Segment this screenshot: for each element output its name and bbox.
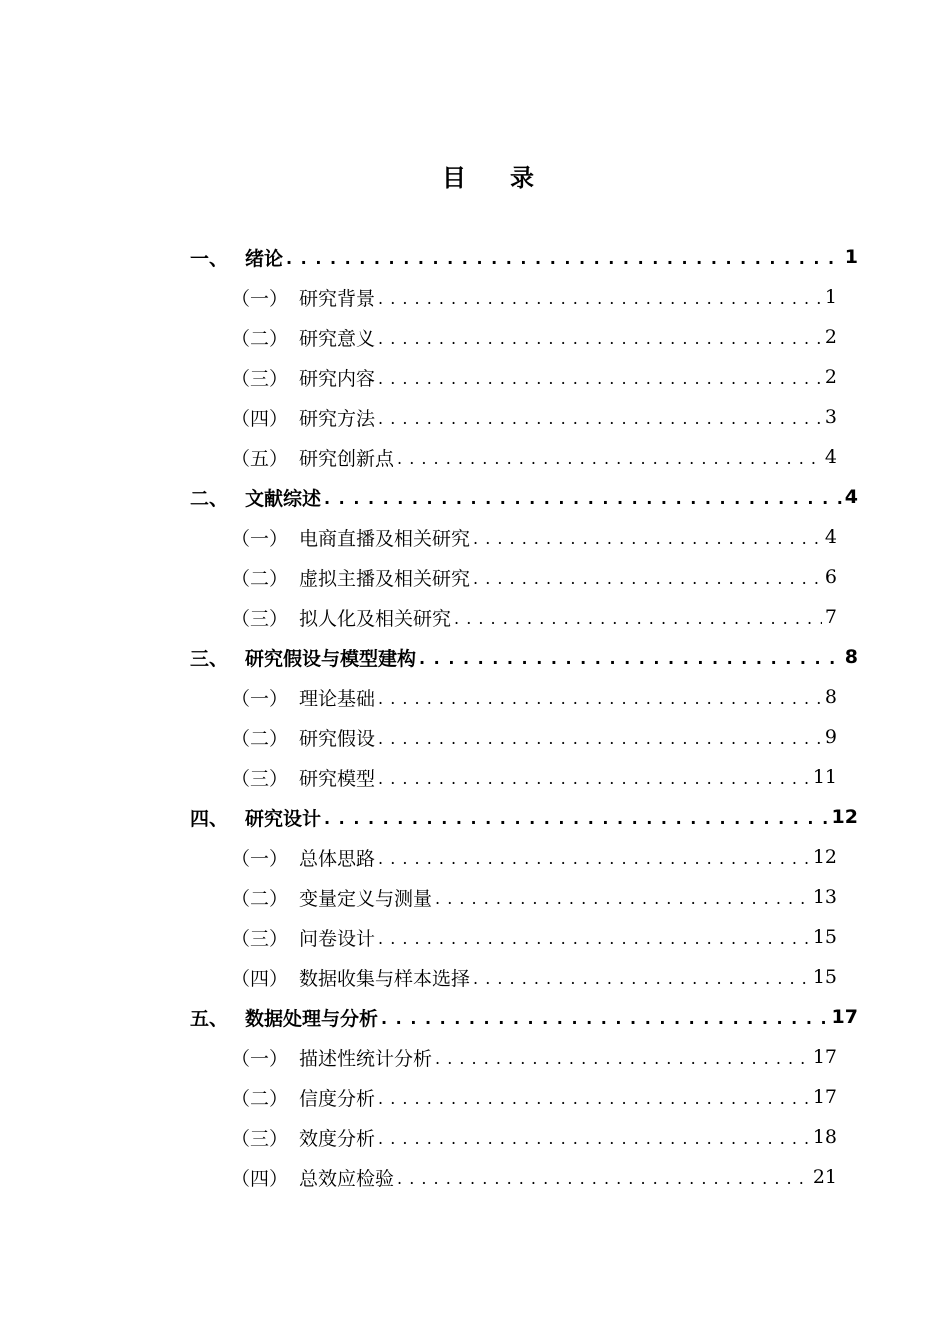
dot-leader xyxy=(435,1046,810,1068)
toc-entry-title: 描述性统计分析 xyxy=(299,1047,433,1070)
toc-entry-title: 问卷设计 xyxy=(299,927,376,950)
toc-entry-page-number: 11 xyxy=(812,766,837,788)
dot-leader xyxy=(378,726,822,748)
dot-leader xyxy=(286,246,842,268)
toc-entry-number: （四） xyxy=(231,1167,289,1190)
toc-entry-number: （二） xyxy=(231,1087,289,1110)
toc-entry-number: （二） xyxy=(231,327,289,350)
dot-leader xyxy=(473,966,810,988)
toc-section-entry[interactable] xyxy=(0,837,837,877)
toc-entry-title: 数据收集与样本选择 xyxy=(299,967,471,990)
toc-section-entry[interactable] xyxy=(0,557,837,597)
toc-section-entry[interactable] xyxy=(0,1117,837,1157)
toc-entry-title: 研究假设与模型建构 xyxy=(245,647,417,670)
toc-entry-page-number: 13 xyxy=(812,886,837,908)
toc-section-entry[interactable] xyxy=(0,717,837,757)
toc-chapter-entry[interactable] xyxy=(0,237,858,277)
dot-leader xyxy=(378,1086,810,1108)
toc-chapter-entry[interactable] xyxy=(0,997,858,1037)
dot-leader xyxy=(454,606,822,628)
toc-entry-page-number: 9 xyxy=(824,726,837,748)
toc-entry-number: （三） xyxy=(231,607,289,630)
toc-entry-page-number: 8 xyxy=(844,646,858,668)
toc-section-entry[interactable] xyxy=(0,917,837,957)
toc-entry-page-number: 21 xyxy=(812,1166,837,1188)
toc-entry-title: 研究背景 xyxy=(299,287,376,310)
toc-entry-page-number: 12 xyxy=(812,846,837,868)
toc-entry-number: （一） xyxy=(231,527,289,550)
toc-chapter-entry[interactable] xyxy=(0,477,858,517)
toc-entry-page-number: 18 xyxy=(812,1126,837,1148)
dot-leader xyxy=(378,1126,810,1148)
toc-entry-page-number: 6 xyxy=(824,566,837,588)
toc-section-entry[interactable] xyxy=(0,597,837,637)
dot-leader xyxy=(397,1166,810,1188)
dot-leader xyxy=(378,926,810,948)
toc-section-entry[interactable] xyxy=(0,877,837,917)
toc-section-entry[interactable] xyxy=(0,1157,837,1197)
dot-leader xyxy=(473,566,822,588)
toc-entry-page-number: 1 xyxy=(844,246,858,268)
toc-chapter-entry[interactable] xyxy=(0,797,858,837)
toc-entry-number: 三、 xyxy=(190,647,229,670)
toc-entry-page-number: 17 xyxy=(812,1046,837,1068)
toc-entry-number: （一） xyxy=(231,687,289,710)
toc-entry-title: 拟人化及相关研究 xyxy=(299,607,452,630)
dot-leader xyxy=(381,1006,829,1028)
toc-entry-number: （三） xyxy=(231,767,289,790)
dot-leader xyxy=(397,446,822,468)
toc-section-entry[interactable] xyxy=(0,437,837,477)
dot-leader xyxy=(378,406,822,428)
toc-entry-title: 总效应检验 xyxy=(299,1167,395,1190)
toc-entry-number: （四） xyxy=(231,407,289,430)
toc-entry-title: 文献综述 xyxy=(245,487,322,510)
toc-section-entry[interactable] xyxy=(0,1077,837,1117)
toc-entry-title: 数据处理与分析 xyxy=(245,1007,379,1030)
toc-entry-title: 研究假设 xyxy=(299,727,376,750)
toc-section-entry[interactable] xyxy=(0,517,837,557)
toc-entry-number: （三） xyxy=(231,927,289,950)
toc-entry-page-number: 17 xyxy=(831,1006,858,1028)
dot-leader xyxy=(378,766,810,788)
toc-entry-number: 一、 xyxy=(190,247,229,270)
dot-leader xyxy=(419,646,842,668)
toc-entry-title: 绪论 xyxy=(245,247,284,270)
toc-entry-title: 变量定义与测量 xyxy=(299,887,433,910)
toc-entry-title: 效度分析 xyxy=(299,1127,376,1150)
toc-entry-title: 虚拟主播及相关研究 xyxy=(299,567,471,590)
toc-entry-number: （二） xyxy=(231,727,289,750)
toc-entry-number: （三） xyxy=(231,367,289,390)
toc-title: 目录 xyxy=(442,163,578,192)
dot-leader xyxy=(378,846,810,868)
toc-entry-title: 总体思路 xyxy=(299,847,376,870)
toc-entry-page-number: 2 xyxy=(824,326,837,348)
toc-section-entry[interactable] xyxy=(0,317,837,357)
toc-entry-page-number: 2 xyxy=(824,366,837,388)
toc-entry-number: （四） xyxy=(231,967,289,990)
toc-section-entry[interactable] xyxy=(0,757,837,797)
toc-section-entry[interactable] xyxy=(0,357,837,397)
toc-entry-page-number: 4 xyxy=(844,486,858,508)
toc-entry-title: 研究内容 xyxy=(299,367,376,390)
toc-entry-page-number: 15 xyxy=(812,926,837,948)
toc-entry-title: 研究设计 xyxy=(245,807,322,830)
dot-leader xyxy=(473,526,822,548)
toc-section-entry[interactable] xyxy=(0,397,837,437)
toc-entry-title: 理论基础 xyxy=(299,687,376,710)
toc-entry-number: 二、 xyxy=(190,487,229,510)
toc-entry-number: （二） xyxy=(231,887,289,910)
toc-entry-number: （一） xyxy=(231,847,289,870)
toc-section-entry[interactable] xyxy=(0,1037,837,1077)
toc-entry-title: 电商直播及相关研究 xyxy=(299,527,471,550)
toc-section-entry[interactable] xyxy=(0,677,837,717)
toc-entry-number: 四、 xyxy=(190,807,229,830)
dot-leader xyxy=(378,366,822,388)
toc-chapter-entry[interactable] xyxy=(0,637,858,677)
toc-entry-page-number: 3 xyxy=(824,406,837,428)
dot-leader xyxy=(324,806,829,828)
toc-entry-page-number: 15 xyxy=(812,966,837,988)
toc-entry-page-number: 17 xyxy=(812,1086,837,1108)
toc-entry-title: 信度分析 xyxy=(299,1087,376,1110)
dot-leader xyxy=(324,486,842,508)
toc-entry-page-number: 12 xyxy=(831,806,858,828)
table-of-contents xyxy=(0,237,950,1197)
toc-entry-title: 研究意义 xyxy=(299,327,376,350)
toc-entry-title: 研究创新点 xyxy=(299,447,395,470)
toc-entry-page-number: 1 xyxy=(824,286,837,308)
toc-entry-number: （五） xyxy=(231,447,289,470)
toc-entry-number: （一） xyxy=(231,287,289,310)
dot-leader xyxy=(378,686,822,708)
toc-entry-number: （二） xyxy=(231,567,289,590)
dot-leader xyxy=(435,886,810,908)
toc-entry-number: 五、 xyxy=(190,1007,229,1030)
toc-entry-page-number: 4 xyxy=(824,526,837,548)
dot-leader xyxy=(378,286,822,308)
toc-entry-title: 研究方法 xyxy=(299,407,376,430)
toc-entry-title: 研究模型 xyxy=(299,767,376,790)
toc-entry-page-number: 8 xyxy=(824,686,837,708)
toc-section-entry[interactable] xyxy=(0,277,837,317)
toc-entry-number: （一） xyxy=(231,1047,289,1070)
toc-section-entry[interactable] xyxy=(0,957,837,997)
toc-entry-page-number: 4 xyxy=(824,446,837,468)
dot-leader xyxy=(378,326,822,348)
toc-entry-number: （三） xyxy=(231,1127,289,1150)
toc-entry-page-number: 7 xyxy=(824,606,837,628)
